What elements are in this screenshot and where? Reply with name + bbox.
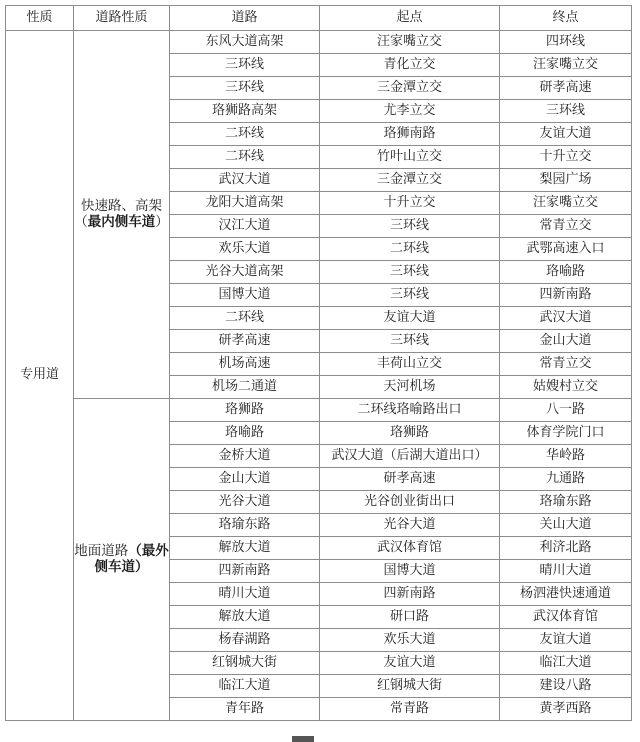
cell-end-point: 体育学院门口 [500, 422, 632, 445]
cell-start-point: 研孝高速 [320, 468, 500, 491]
road-type-surface [74, 399, 170, 721]
cell-start-point: 三环线 [320, 330, 500, 353]
cell-road: 二环线 [170, 146, 320, 169]
cell-start-point: 竹叶山立交 [320, 146, 500, 169]
cell-end-point: 四新南路 [500, 284, 632, 307]
cell-road: 欢乐大道 [170, 238, 320, 261]
category-cell [6, 31, 74, 721]
cell-end-point: 珞瑜东路 [500, 491, 632, 514]
cell-end-point: 姑嫂村立交 [500, 376, 632, 399]
header-start: 起点 [320, 6, 500, 31]
cell-start-point: 丰荷山立交 [320, 353, 500, 376]
cell-start-point: 汪家嘴立交 [320, 31, 500, 54]
cell-road: 汉江大道 [170, 215, 320, 238]
road-type-expressway-close: ） [155, 213, 169, 230]
cell-road: 解放大道 [170, 537, 320, 560]
cell-start-point: 光谷大道 [320, 514, 500, 537]
header-row [6, 6, 632, 31]
cell-end-point: 研孝高速 [500, 77, 632, 100]
road-type-surface-label: 地面道路 [74, 542, 129, 559]
cell-end-point: 利济北路 [500, 537, 632, 560]
cell-end-point: 武汉体育馆 [500, 606, 632, 629]
cell-start-point: 天河机场 [320, 376, 500, 399]
cell-start-point: 四新南路 [320, 583, 500, 606]
cell-road: 机场二通道 [170, 376, 320, 399]
cell-end-point: 汪家嘴立交 [500, 192, 632, 215]
cell-start-point: 二环线珞喻路出口 [320, 399, 500, 422]
cell-end-point: 八一路 [500, 399, 632, 422]
dedicated-lane-table [5, 5, 632, 721]
cell-road: 东风大道高架 [170, 31, 320, 54]
cell-road: 青年路 [170, 698, 320, 721]
cell-end-point: 晴川大道 [500, 560, 632, 583]
header-road-type: 道路性质 [74, 6, 170, 31]
cell-road: 珞瑜东路 [170, 514, 320, 537]
cell-start-point: 珞狮路 [320, 422, 500, 445]
cell-start-point: 友谊大道 [320, 307, 500, 330]
cell-end-point: 常青立交 [500, 353, 632, 376]
cell-start-point: 友谊大道 [320, 652, 500, 675]
cell-road: 珞狮路 [170, 399, 320, 422]
cell-start-point: 红钢城大街 [320, 675, 500, 698]
cell-end-point: 建设八路 [500, 675, 632, 698]
cell-start-point: 十升立交 [320, 192, 500, 215]
cell-road: 三环线 [170, 54, 320, 77]
cell-road: 光谷大道高架 [170, 261, 320, 284]
road-type-surface-lane: （最外侧车道） [94, 542, 169, 575]
cell-end-point: 友谊大道 [500, 123, 632, 146]
cell-start-point: 欢乐大道 [320, 629, 500, 652]
header-nature: 性质 [6, 6, 74, 31]
cell-road: 机场高速 [170, 353, 320, 376]
road-type-expressway-lane: 最内侧车道 [87, 213, 156, 230]
table-row [6, 31, 632, 54]
cell-end-point: 杨泗港快速通道 [500, 583, 632, 606]
cell-end-point: 珞喻路 [500, 261, 632, 284]
cropped-footer-mark [292, 736, 314, 742]
cell-start-point: 青化立交 [320, 54, 500, 77]
cell-road: 珞喻路 [170, 422, 320, 445]
cell-end-point: 友谊大道 [500, 629, 632, 652]
cell-start-point: 三环线 [320, 215, 500, 238]
cell-road: 二环线 [170, 307, 320, 330]
cell-end-point: 武鄂高速入口 [500, 238, 632, 261]
cell-road: 光谷大道 [170, 491, 320, 514]
cell-start-point: 二环线 [320, 238, 500, 261]
cell-road: 晴川大道 [170, 583, 320, 606]
cell-end-point: 武汉大道 [500, 307, 632, 330]
cell-start-point: 珞狮南路 [320, 123, 500, 146]
cell-start-point: 三环线 [320, 284, 500, 307]
cell-start-point: 三金潭立交 [320, 77, 500, 100]
cell-road: 临江大道 [170, 675, 320, 698]
category-label: 专用道 [19, 367, 59, 383]
cell-end-point: 四环线 [500, 31, 632, 54]
cell-start-point: 光谷创业街出口 [320, 491, 500, 514]
road-type-expressway-label: 快速路、高架（ [74, 197, 162, 230]
cell-end-point: 三环线 [500, 100, 632, 123]
cell-road: 四新南路 [170, 560, 320, 583]
header-road: 道路 [170, 6, 320, 31]
cell-road: 红钢城大街 [170, 652, 320, 675]
cell-start-point: 三金潭立交 [320, 169, 500, 192]
cell-start-point: 国博大道 [320, 560, 500, 583]
cell-road: 研孝高速 [170, 330, 320, 353]
table-body [6, 31, 632, 721]
cell-road: 龙阳大道高架 [170, 192, 320, 215]
cell-end-point: 临江大道 [500, 652, 632, 675]
cell-end-point: 金山大道 [500, 330, 632, 353]
cell-end-point: 华岭路 [500, 445, 632, 468]
cell-end-point: 常青立交 [500, 215, 632, 238]
cell-start-point: 武汉体育馆 [320, 537, 500, 560]
road-type-expressway [74, 31, 170, 399]
cell-road: 金桥大道 [170, 445, 320, 468]
cell-end-point: 九通路 [500, 468, 632, 491]
cell-end-point: 黄孝西路 [500, 698, 632, 721]
cell-road: 金山大道 [170, 468, 320, 491]
cell-road: 三环线 [170, 77, 320, 100]
table-row [6, 399, 632, 422]
cell-road: 武汉大道 [170, 169, 320, 192]
cell-start-point: 研口路 [320, 606, 500, 629]
cell-end-point: 汪家嘴立交 [500, 54, 632, 77]
cell-end-point: 十升立交 [500, 146, 632, 169]
cell-end-point: 梨园广场 [500, 169, 632, 192]
cell-start-point: 常青路 [320, 698, 500, 721]
cell-start-point: 尤李立交 [320, 100, 500, 123]
cell-road: 杨春湖路 [170, 629, 320, 652]
cell-road: 珞狮路高架 [170, 100, 320, 123]
cell-road: 解放大道 [170, 606, 320, 629]
cell-road: 国博大道 [170, 284, 320, 307]
cell-end-point: 关山大道 [500, 514, 632, 537]
header-end: 终点 [500, 6, 632, 31]
cell-road: 二环线 [170, 123, 320, 146]
cell-start-point: 三环线 [320, 261, 500, 284]
cell-start-point: 武汉大道（后湖大道出口） [320, 445, 500, 468]
